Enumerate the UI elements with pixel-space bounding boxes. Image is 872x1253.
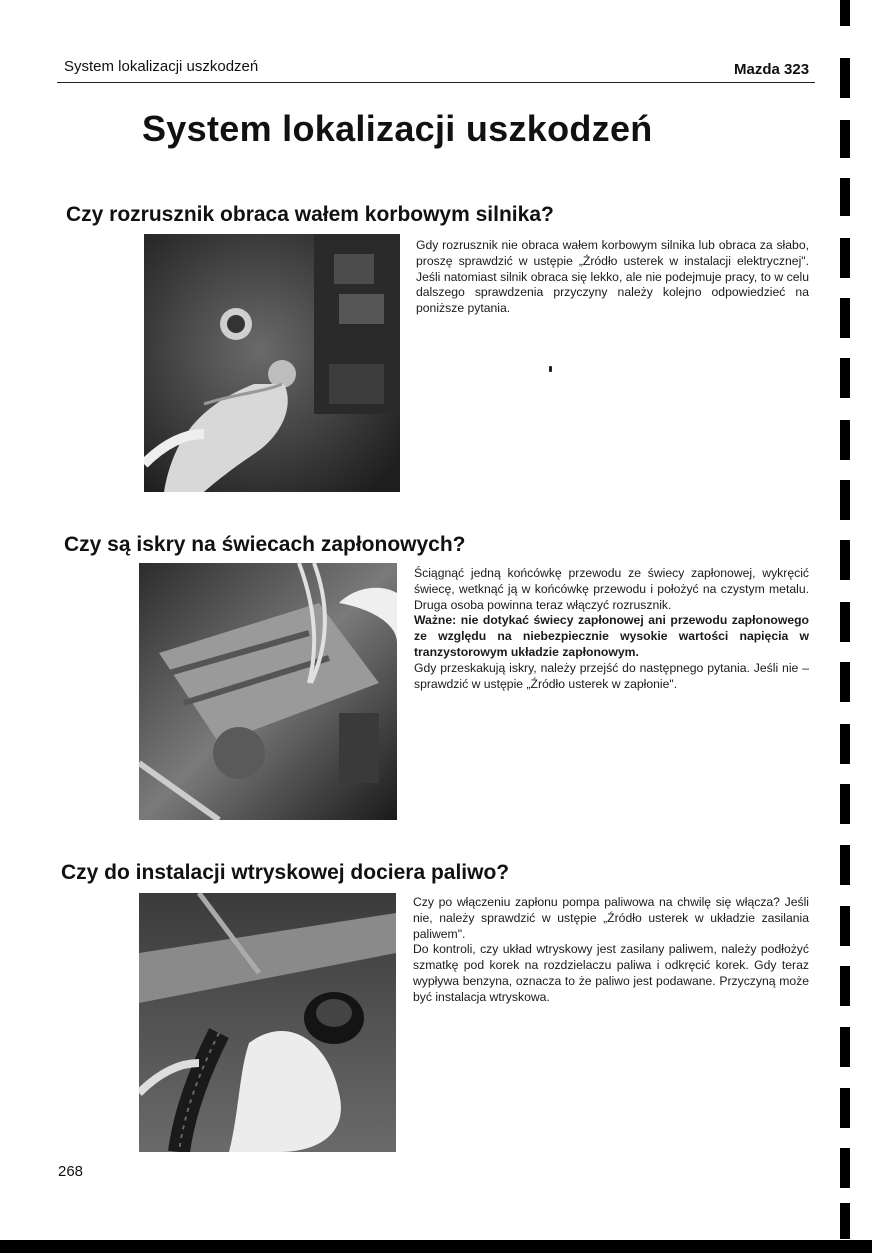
edge-mark — [840, 238, 850, 278]
edge-mark — [840, 1088, 850, 1128]
edge-mark — [840, 906, 850, 946]
edge-mark — [840, 662, 850, 702]
edge-mark — [840, 966, 850, 1006]
edge-mark — [840, 298, 850, 338]
section-3-text — [413, 895, 809, 1006]
edge-mark — [840, 540, 850, 580]
edge-mark — [840, 602, 850, 642]
section-3-title: Czy do instalacji wtryskowej dociera paliwo? — [61, 861, 510, 884]
section-3-paragraph-2: Do kontroli, czy układ wtryskowy jest zasilany paliwem, należy podłożyć szmatkę pod korek na rozdzielaczu paliwa i odkręcić korek. Gdy teraz wypływa benzyna, oznacza to że paliwo jest podawane. Przyczyną może być instalacja wtryskowa. — [413, 942, 809, 1004]
print-speck — [549, 366, 552, 372]
photo-spark-plug — [139, 563, 397, 820]
section-2-text — [414, 566, 809, 692]
edge-mark — [840, 420, 850, 460]
section-1-paragraph: Gdy rozrusznik nie obraca wałem korbowym silnika lub obraca za słabo, proszę sprawdzić w ustępie „Źródło usterek w instalacji elektrycznej". Jeśli natomiast silnik obraca się lekko, ale nie podejmuje pracy, to w celu dalszego sprawdzenia przyczyny należy kolejno odpowiedzieć na poniższe pytania. — [416, 238, 809, 316]
edge-mark — [840, 845, 850, 885]
page-title: System lokalizacji uszkodzeń — [142, 108, 653, 149]
edge-mark — [840, 58, 850, 98]
section-3-paragraph-1: Czy po włączeniu zapłonu pompa paliwowa na chwilę się włącza? Jeśli nie, należy sprawdzić w ustępie „Źródło usterek w układzie zasilania paliwem". — [413, 895, 809, 941]
running-header-model: Mazda 323 — [734, 61, 810, 78]
page-number: 268 — [58, 1163, 84, 1180]
edge-mark — [840, 0, 850, 26]
section-1-text — [416, 238, 809, 317]
edge-mark — [840, 1027, 850, 1067]
scan-bottom-edge — [0, 1240, 872, 1253]
section-2-warning: Ważne: nie dotykać świecy zapłonowej ani przewodu zapłonowego ze względu na niebezpiecznie wysokie wartości napięcia w tranzystorowym układzie zapłonowym. — [414, 613, 809, 659]
edge-mark — [840, 784, 850, 824]
edge-mark — [840, 480, 850, 520]
edge-mark — [840, 1203, 850, 1239]
running-header-section: System lokalizacji uszkodzeń — [64, 58, 259, 75]
edge-mark — [840, 724, 850, 764]
section-1-title: Czy rozrusznik obraca wałem korbowym silnika? — [66, 203, 554, 226]
header-rule — [57, 82, 815, 83]
edge-mark — [840, 1148, 850, 1188]
edge-mark — [840, 358, 850, 398]
photo-starter-key — [144, 234, 400, 492]
edge-mark — [840, 120, 850, 158]
section-2-paragraph-2: Gdy przeskakują iskry, należy przejść do następnego pytania. Jeśli nie – sprawdzić w ustępie „Źródło usterek w zapłonie". — [414, 660, 809, 691]
section-2-paragraph-1: Ściągnąć jedną końcówkę przewodu ze świecy zapłonowej, wykręcić świecę, wetknąć ją w końcówkę przewodu i położyć na czystym metalu. Druga osoba powinna teraz włączyć rozrusznik. — [414, 566, 809, 612]
section-2-title: Czy są iskry na świecach zapłonowych? — [64, 533, 466, 556]
edge-mark — [840, 178, 850, 216]
photo-fuel-injection — [139, 893, 396, 1152]
